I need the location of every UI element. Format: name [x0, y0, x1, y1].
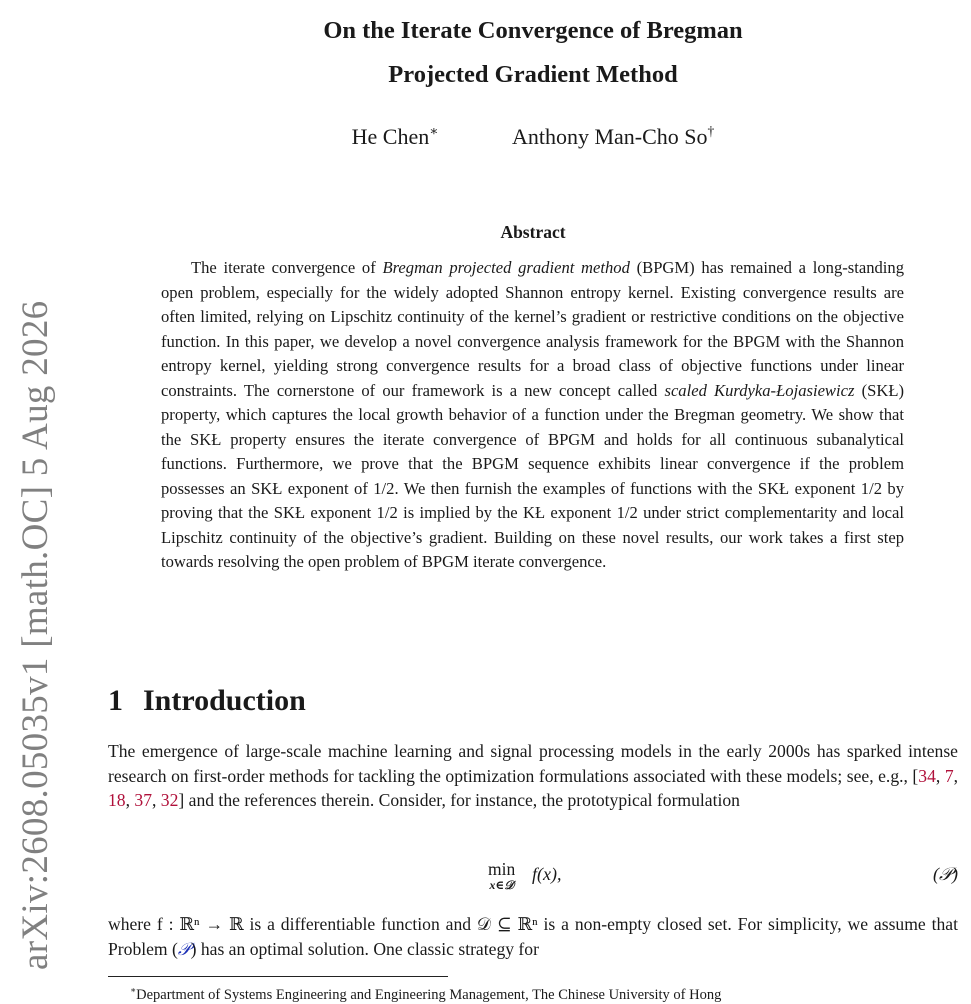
section-number: 1: [108, 684, 123, 717]
citation-link[interactable]: 18: [108, 790, 126, 810]
footnote-mark: ∗: [130, 985, 137, 995]
body-paragraph: [108, 912, 958, 961]
title-line-2: Projected Gradient Method: [388, 61, 678, 88]
author-1: [352, 124, 439, 149]
citation-link[interactable]: 7: [944, 765, 954, 786]
equation-reference-link[interactable]: 𝒫: [177, 938, 191, 959]
equation-min: [488, 860, 515, 892]
footnote-text: Department of Systems Engineering and Engineering Management, The Chinese University of Hong: [136, 986, 722, 1003]
section-heading: [108, 684, 306, 718]
author-1-name: He Chen: [351, 124, 430, 150]
footnote-rule: [108, 976, 448, 977]
footnote: [130, 981, 970, 1004]
citation-link[interactable]: 34: [918, 765, 936, 786]
abstract-part: (BPGM) has remained a long-standing open problem, especially for the widely adopted Shannon entropy kernel. Existing convergence results are often limited, relying on Lipschitz continuity of the kernel’s gradient or restrictive conditions on the objective function. In this paper, we develop a novel convergence analysis framework for the BPGM with the Shannon entropy kernel, yielding strong convergence results for a broad class of objective functions under linear constraints. The cornerstone of our framework is a new concept called: [161, 258, 904, 400]
abstract-heading: Abstract: [500, 222, 566, 242]
arxiv-identifier: arXiv:2608.05035v1 [math.OC] 5 Aug 2026: [15, 300, 56, 970]
abstract-emphasis: Bregman projected gradient method: [382, 258, 630, 277]
citation-link[interactable]: 37: [134, 790, 152, 810]
author-2-mark: †: [707, 124, 715, 139]
author-1-mark: ∗: [429, 124, 439, 139]
equation-body: f(x),: [532, 864, 562, 884]
min-subscript: x∈𝒟: [489, 878, 514, 892]
abstract-part: (SKŁ) property, which captures the local growth behavior of a function under the Bregman geometry. We show that the SKŁ property ensures the iterate convergence of BPGM and holds for all continuous subanalytical functions. Furthermore, we prove that the BPGM sequence exhibits linear convergence if the problem possesses an SKŁ exponent of 1/2. We then furnish the examples of functions with the SKŁ exponent 1/2 by proving that the SKŁ exponent 1/2 is implied by the KŁ exponent 1/2 under strict complementarity and local Lipschitz continuity of the objective’s gradient. Building on these novel results, our work takes a first step towards resolving the open problem of BPGM iterate convergence.: [161, 380, 904, 571]
abstract-emphasis: scaled Kurdyka-Łojasiewicz: [664, 380, 855, 400]
equation-tag: (𝒫): [933, 864, 958, 884]
paper-title: [0, 9, 971, 97]
author-2: [512, 124, 714, 149]
body-text: ) has an optimal solution. One classic strategy for: [190, 938, 539, 959]
author-2-name: Anthony Man-Cho So: [511, 124, 708, 150]
intro-paragraph: The emergence of large-scale machine learning and signal processing models in the early 2000s has sparked intense research on first-order methods for tackling the optimization formulations associated with these models; see, e.g., [34, 7, 18, 37, 32] and the references therein. Consider, for instance, the prototypical formulation: [108, 741, 959, 810]
author-list: [0, 124, 971, 150]
display-equation: [108, 860, 958, 900]
title-line-1: On the Iterate Convergence of Bregman: [323, 17, 743, 44]
body-text: where f : ℝⁿ → ℝ is a differentiable function and 𝒟 ⊆ ℝⁿ is a non-empty closed set. For simplicity, we assume that Problem (: [108, 914, 958, 959]
section-title: Introduction: [143, 684, 306, 717]
citation-link[interactable]: 32: [160, 790, 179, 810]
min-operator: min: [488, 859, 516, 879]
intro-text: The emergence of large-scale machine learning and signal processing models in the early 2000s has sparked intense research on first-order methods for tackling the optimization formulations associated with these models; see, e.g., [: [108, 741, 958, 786]
intro-text: ] and the references therein. Consider, for instance, the prototypical formulation: [178, 790, 740, 810]
abstract-part: The iterate convergence of: [191, 258, 383, 277]
abstract-text: [161, 256, 904, 575]
